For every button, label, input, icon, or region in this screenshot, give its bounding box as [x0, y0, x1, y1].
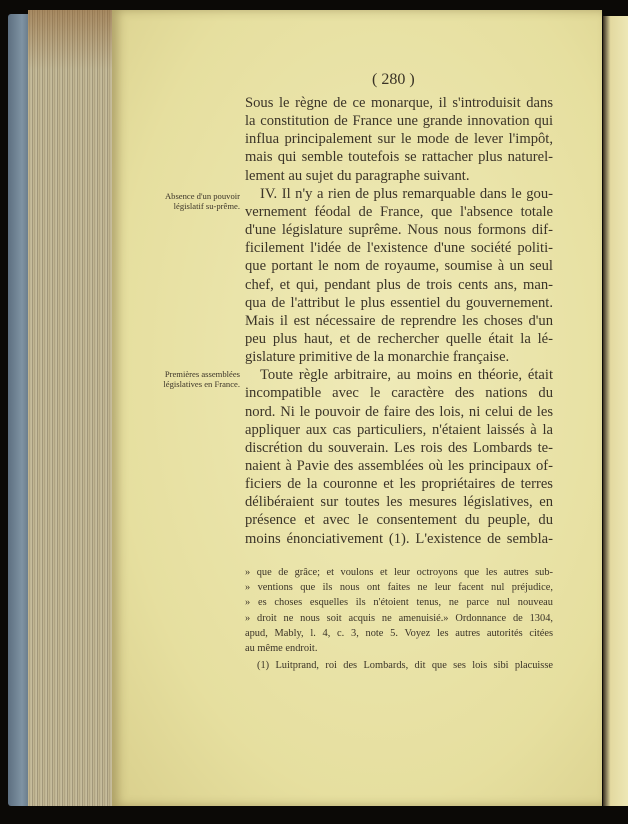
page-edges: [28, 10, 116, 806]
body-line: d'une législature suprême. Nous nous formons dif-: [245, 222, 553, 239]
body-line: que portant le nom de royaume, soumise à un seul: [245, 258, 553, 275]
body-line: délibéraient sur toutes les mesures législatives, en: [245, 494, 553, 511]
body-line: peu plus haut, et de rechercher quelle était la lé-: [245, 330, 553, 347]
body-line: Sous le règne de ce monarque, il s'introduisit dans: [245, 95, 553, 111]
body-line: vernement féodal de France, que l'absence totale: [245, 203, 553, 220]
body-line: nord. Ni le pouvoir de faire des lois, ni celui de les: [245, 403, 553, 420]
facing-page-edge: [603, 16, 628, 806]
body-line: influa principalement sur le mode de lever l'impôt,: [245, 131, 553, 148]
body-line: lement au sujet du paragraphe suivant.: [245, 167, 470, 184]
body-line: mais qui semble toutefois se rattacher plus naturel-: [245, 149, 553, 166]
body-line: IV. Il n'y a rien de plus remarquable dans le gou-: [260, 185, 553, 202]
body-line: gislature primitive de la monarchie française.: [245, 349, 510, 366]
body-line: moins énonciativement (1). L'existence de sembla-: [245, 530, 553, 547]
body-line: naient à Pavie des assemblées où les principaux of-: [245, 458, 553, 474]
footnote-line: au même endroit.: [245, 643, 318, 654]
body-line: discrétion du souverain. Les rois des Lombards te-: [245, 439, 553, 456]
body-line: Toute règle arbitraire, au moins en théorie, était: [260, 367, 553, 384]
marginal-note-premieres: Premières assemblées législatives en France.: [163, 369, 240, 389]
body-line: chef, et qui, pendant plus de trois cents ans, man-: [245, 276, 553, 293]
body-line: la constitution de France une grande innovation qui: [245, 113, 553, 130]
page-number: ( 280 ): [372, 71, 415, 88]
footnote-line: apud, Mably, l. 4, c. 3, note 5. Voyez les autres autorités citées: [245, 627, 553, 639]
body-line: qua de l'attribut le plus essentiel du gouvernement.: [245, 294, 553, 311]
body-line: présence et avec le consentement du peuple, du: [245, 512, 553, 529]
footnote-line: (1) Luitprand, roi des Lombards, dit que ses lois sibi placuisse: [257, 660, 553, 672]
footnote-line: » que de grâce; et voulons et leur octroyons que les autres sub-: [245, 567, 553, 578]
footnote-line: » ventions que ils nous ont faites ne leur facent nul préjudice,: [245, 582, 553, 594]
footnote-line: » es choses esquelles ils n'étoient tenus, ne parce nul nouveau: [245, 597, 553, 609]
marginal-note-absence: Absence d'un pouvoir législatif su-prême.: [164, 191, 240, 211]
body-line: Mais il est nécessaire de reprendre les choses d'un: [245, 312, 553, 329]
footnote-line: » droit ne nous soit acquis ne amenuisié.» Ordonnance de 1304,: [245, 612, 553, 624]
body-line: ficiers de la couronne et les propriétaires de terres: [245, 476, 553, 493]
body-line: appliquer aux cas particuliers, n'étaient laissés à la: [245, 421, 553, 438]
body-line: incompatible avec le caractère des nations du: [245, 385, 553, 402]
body-line: ficilement l'idée de l'existence d'une société politi-: [245, 240, 553, 257]
